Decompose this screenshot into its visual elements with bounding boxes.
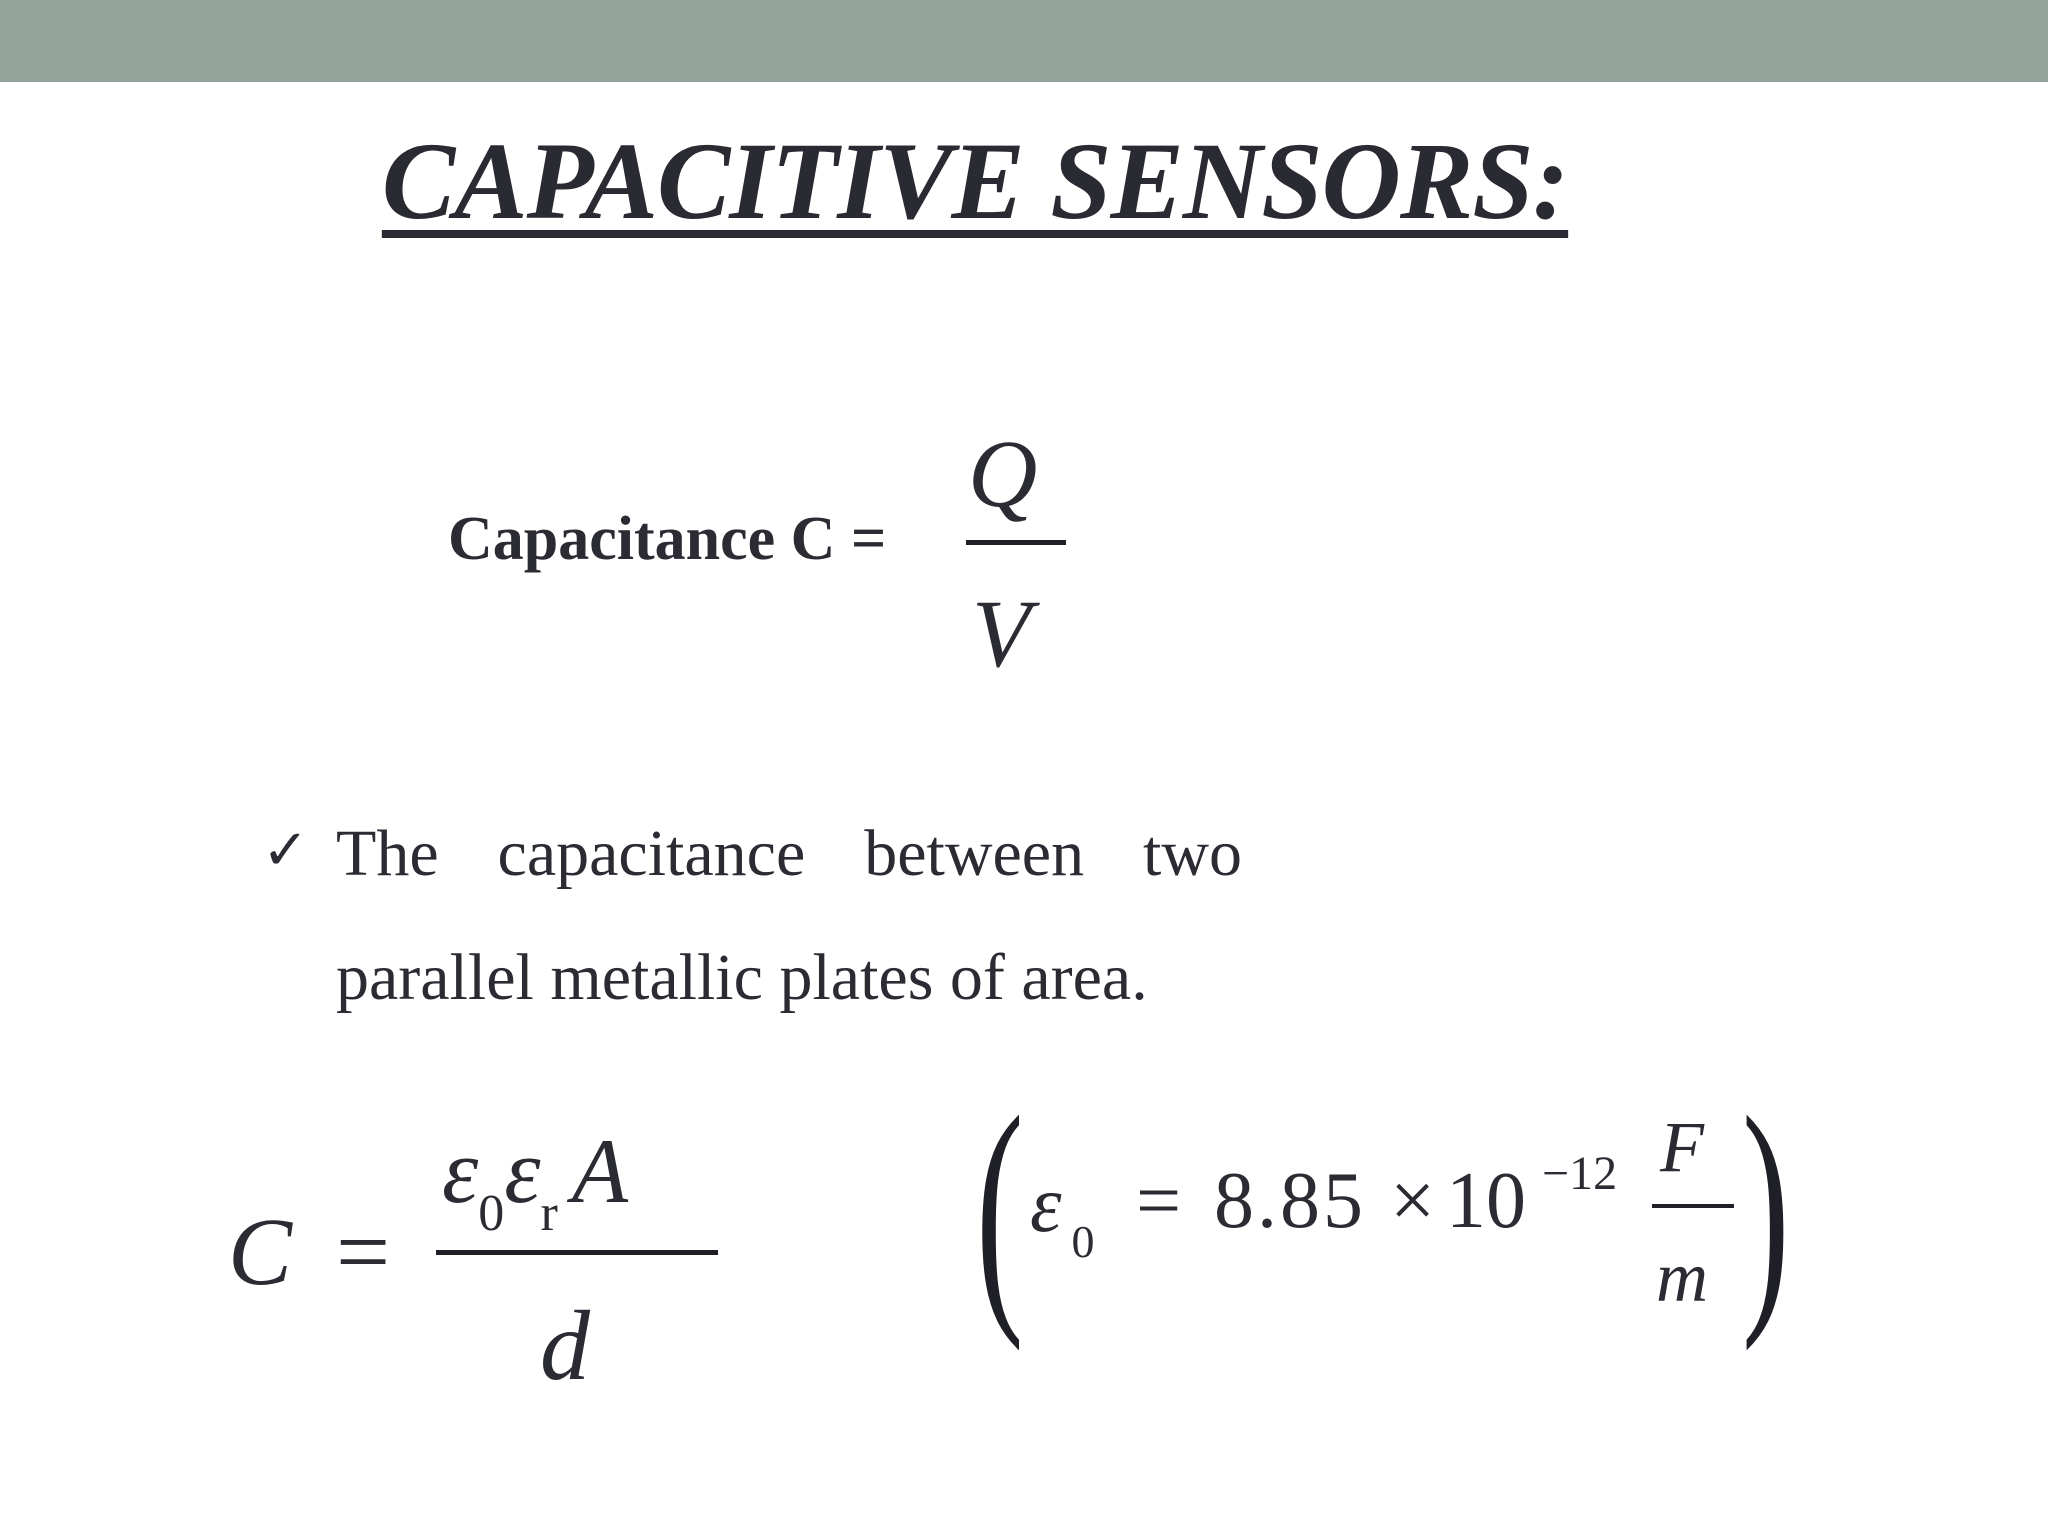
eq2-numerator [442, 1118, 629, 1242]
unit-numerator: F [1660, 1107, 1704, 1187]
bullet-text-line2: parallel metallic plates of area. [336, 941, 1148, 1014]
bullet-text-line1 [336, 816, 1242, 892]
subscript-r: r [540, 1185, 558, 1242]
top-decorative-band [0, 0, 2048, 82]
epsilon-symbol: ε [442, 1120, 479, 1222]
slide-title: CAPACITIVE SENSORS: [381, 120, 1569, 242]
epsilon-symbol: ε [504, 1120, 541, 1222]
eq1-fraction-line [966, 540, 1066, 545]
bullet-word: The [336, 817, 439, 890]
eq2-equals: = [336, 1198, 391, 1305]
eq3-equals: = [1136, 1157, 1182, 1245]
subscript-zero: 0 [1071, 1216, 1095, 1267]
eq2-denominator: d [540, 1290, 590, 1401]
unit-fraction-line [1652, 1204, 1734, 1208]
eq1-denominator: V [972, 580, 1031, 687]
subscript-zero: 0 [478, 1185, 505, 1242]
eq3-value: 8.85 [1214, 1157, 1366, 1245]
check-icon: ✓ [262, 818, 309, 883]
bullet-word: between [864, 817, 1085, 890]
unit-denominator: m [1656, 1237, 1708, 1317]
eq3-lhs [1030, 1160, 1095, 1267]
eq2-lhs: C [228, 1198, 293, 1305]
eq2-fraction-line [436, 1250, 718, 1255]
eq3-base: 10 [1446, 1157, 1526, 1245]
eq3-exponent: −12 [1542, 1147, 1618, 1200]
bullet-word: capacitance [497, 817, 806, 890]
area-symbol: A [571, 1120, 629, 1222]
left-parenthesis: ( [976, 1064, 1024, 1352]
epsilon-symbol: ε [1030, 1161, 1062, 1249]
right-parenthesis: ) [1742, 1064, 1790, 1352]
eq1-numerator: Q [968, 420, 1038, 527]
bullet-word: two [1143, 817, 1242, 890]
capacitance-label: Capacitance C = [448, 505, 887, 573]
times-symbol: × [1390, 1157, 1436, 1245]
